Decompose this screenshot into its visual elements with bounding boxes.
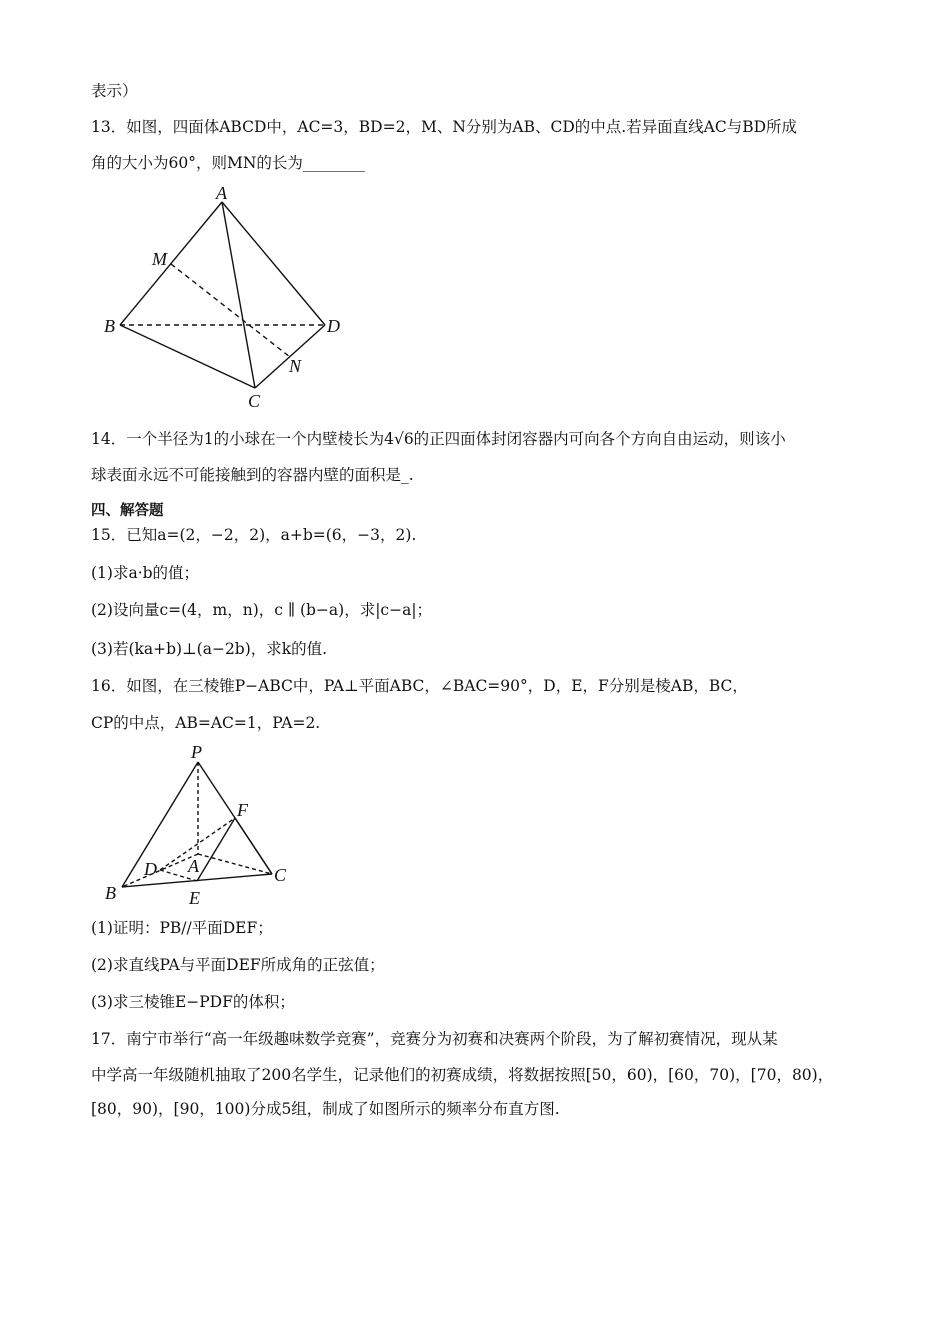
question-16-part-2: (2)求直线PA与平面DEF所成角的正弦值；: [91, 956, 385, 974]
label-f: F: [237, 800, 248, 820]
edge-ab: [120, 202, 222, 325]
question-16-line-2: CP的中点，AB=AC=1，PA=2.: [91, 714, 321, 732]
label-d: D: [327, 316, 340, 336]
label-n: N: [289, 356, 302, 376]
edge-ac: [222, 202, 255, 388]
segment-ef: [197, 818, 235, 881]
edge-pb: [122, 762, 198, 887]
question-15-part-2: (2)设向量c=(4，m，n)，c ∥ (b−a)，求|c−a|；: [91, 601, 433, 619]
question-15-part-3: (3)若(ka+b)⊥(a−2b)，求k的值.: [91, 640, 328, 658]
edge-bc: [120, 325, 255, 388]
label-p: P: [191, 742, 202, 762]
label-c: C: [248, 391, 261, 411]
label-c: C: [274, 865, 287, 885]
question-16-part-3: (3)求三棱锥E−PDF的体积；: [91, 993, 295, 1011]
question-14-line-2: 球表面永远不可能接触到的容器内壁的面积是_.: [91, 466, 414, 484]
label-d: D: [144, 859, 157, 879]
segment-mn: [171, 264, 290, 357]
text-line: 表示）: [91, 82, 138, 100]
label-a: A: [216, 183, 227, 203]
label-e: E: [189, 888, 200, 908]
question-16-line-1: 16．如图，在三棱锥P−ABC中，PA⊥平面ABC，∠BAC=90°，D，E，F分别是棱AB，BC，: [91, 677, 748, 695]
question-16-part-1: (1)证明：PB//平面DEF；: [91, 919, 273, 937]
label-m: M: [152, 249, 167, 269]
label-a: A: [188, 856, 199, 876]
section-heading: 四、解答题: [91, 503, 164, 519]
question-17-line-1: 17．南宁市举行“高一年级趣味数学竞赛”，竞赛分为初赛和决赛两个阶段，为了解初赛情况，现从某: [91, 1030, 778, 1048]
label-b: B: [105, 883, 116, 903]
question-15-stem: 15．已知a=(2，−2，2)，a+b=(6，−3，2).: [91, 526, 417, 544]
tetrahedron-figure: [100, 185, 360, 410]
edge-ad: [222, 202, 325, 325]
question-13-line-2: 角的大小为60°，则MN的长为________: [91, 154, 365, 172]
question-14-line-1: 14．一个半径为1的小球在一个内壁棱长为4√6的正四面体封闭容器内可向各个方向自由运动，则该小: [91, 430, 786, 448]
pyramid-figure: [100, 742, 300, 907]
question-15-part-1: (1)求a·b的值；: [91, 564, 200, 582]
question-17-line-3: [80，90)，[90，100)分成5组，制成了如图所示的频率分布直方图.: [91, 1100, 560, 1118]
question-17-line-2: 中学高一年级随机抽取了200名学生，记录他们的初赛成绩，将数据按照[50，60)，[60，70)，[70，80)，: [91, 1066, 834, 1084]
question-13-line-1: 13．如图，四面体ABCD中，AC=3，BD=2，M、N分别为AB、CD的中点.若异面直线AC与BD所成: [91, 118, 798, 136]
label-b: B: [104, 316, 115, 336]
